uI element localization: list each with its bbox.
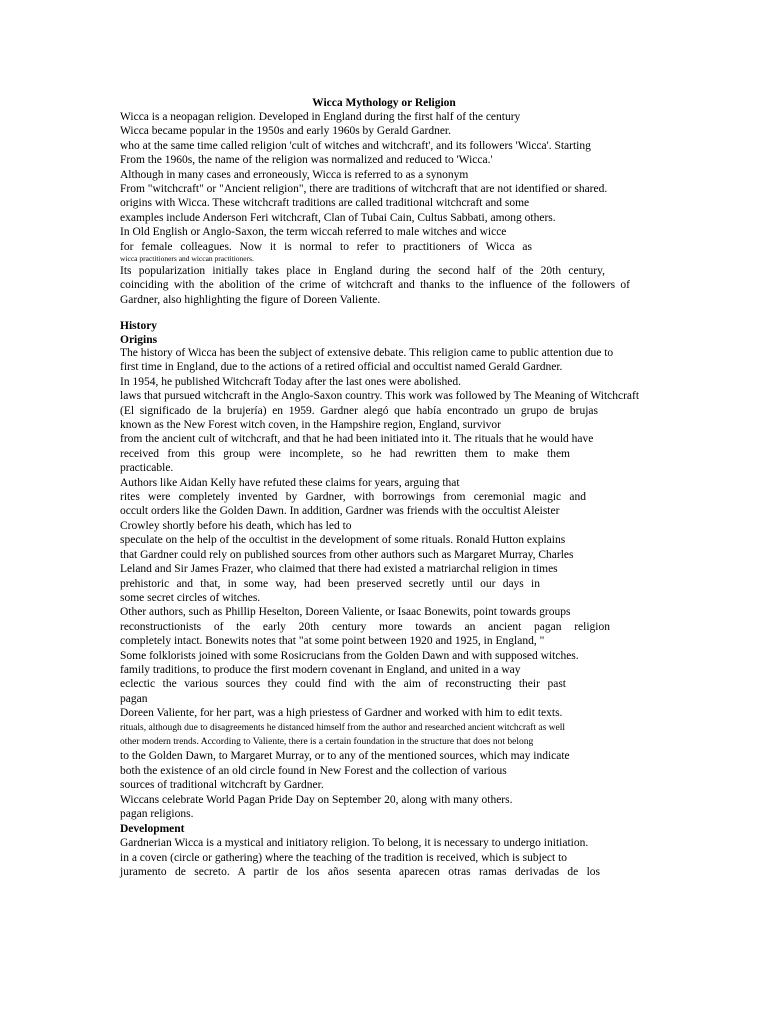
development-section [120,822,630,880]
text-line: to the Golden Dawn, to Margaret Murray, or to any of the mentioned sources, which may indicate [120,750,570,763]
text-line: rites were completely invented by Gardner, with borrowings from ceremonial magic and [120,491,586,504]
text-line: wicca practitioners and wiccan practitioners. [120,254,254,264]
origins-paragraphs [120,346,640,821]
text-line: In 1954, he published Witchcraft Today after the last ones were abolished. [120,375,461,388]
text-line: Leland and Sir James Frazer, who claimed that there had existed a matriarchal religion in times [120,563,558,576]
text-line: that Gardner could rely on published sources from other authors such as Margaret Murray, Charles [120,548,574,561]
text-line: Authors like Aidan Kelly have refuted these claims for years, arguing that [120,476,460,489]
text-line: Wicca became popular in the 1950s and early 1960s by Gerald Gardner. [120,125,452,138]
text-line: examples include Anderson Feri witchcraft, Clan of Tubai Cain, Cultus Sabbati, among others. [120,211,556,224]
text-line: first time in England, due to the actions of a retired official and occultist named Gerald Gardner. [120,361,563,374]
text-line: family traditions, to produce the first modern covenant in England, and united in a way [120,663,521,676]
text-line: for female colleagues. Now it is normal to refer to practitioners of Wicca as [120,240,532,253]
text-line: practicable. [120,462,174,475]
text-line: Crowley shortly before his death, which has led to [120,519,352,532]
text-line: (El significado de la brujería) en 1959. Gardner alegó que había encontrado un grupo de brujas [120,404,598,417]
text-line: Its popularization initially takes place in England during the second half of the 20th century, [120,265,605,277]
text-line: Wiccans celebrate World Pagan Pride Day on September 20, along with many others. [120,793,513,806]
text-line: reconstructionists of the early 20th century more towards an ancient pagan religion [120,620,610,633]
text-line: eclectic the various sources they could find with the aim of reconstructing their past [120,678,566,691]
intro-paragraph [120,110,630,263]
origins-heading: Origins [120,334,158,347]
history-section [120,319,630,348]
text-line: Doreen Valiente, for her part, was a high priestess of Gardner and worked with him to edit texts. [120,707,563,720]
text-line: rituals, although due to disagreements he distanced himself from the author and researched ancient witchcraft as well [120,722,566,733]
text-line: received from this group were incomplete, so he had rewritten them to make them [120,447,570,460]
development-heading: Development [120,823,185,835]
text-line: Gardnerian Wicca is a mystical and initiatory religion. To belong, it is necessary to undergo initiation. [120,837,589,850]
page-title: Wicca Mythology or Religion [312,97,456,109]
text-line: completely intact. Bonewits notes that "at some point between 1920 and 1925, in England, " [120,635,545,648]
text-line: known as the New Forest witch coven, in the Hampshire region, England, survivor [120,419,502,432]
text-line: pagan [120,692,148,705]
text-line: origins with Wicca. These witchcraft traditions are called traditional witchcraft and some [120,197,530,210]
text-line: From the 1960s, the name of the religion was normalized and reduced to 'Wicca.' [120,154,493,167]
text-line: in a coven (circle or gathering) where the teaching of the tradition is received, which is subject to [120,851,568,864]
history-heading: History [120,320,158,332]
text-line: Although in many cases and erroneously, Wicca is referred to as a synonym [120,168,469,181]
text-line: Gardner, also highlighting the figure of Doreen Valiente. [120,293,381,306]
text-line: from the ancient cult of witchcraft, and that he had been initiated into it. The rituals that he would have [120,433,594,446]
text-line: some secret circles of witches. [120,591,261,604]
text-line: other modern trends. According to Valiente, there is a certain foundation in the structure that does not belong [120,736,534,747]
text-line: speculate on the help of the occultist in the development of some rituals. Ronald Hutton explains [120,534,566,547]
text-line: pagan religions. [120,808,194,820]
text-line: who at the same time called religion 'cult of witches and witchcraft', and its followers 'Wicca'. Starting [120,139,591,152]
popularization-paragraph [120,264,630,307]
text-line: juramento de secreto. A partir de los años sesenta aparecen otras ramas derivadas de los [120,866,600,879]
text-line: both the existence of an old circle found in New Forest and the collection of various [120,764,507,777]
text-line: Some folklorists joined with some Rosicrucians from the Golden Dawn and with supposed witches. [120,649,579,662]
text-line: coinciding with the abolition of the crime of witchcraft and thanks to the influence of the followers of [120,279,630,292]
text-line: sources of traditional witchcraft by Gardner. [120,779,324,792]
text-line: In Old English or Anglo-Saxon, the term wiccah referred to male witches and wicce [120,226,507,239]
text-line: occult orders like the Golden Dawn. In addition, Gardner was friends with the occultist Aleister [120,505,560,518]
text-line: laws that pursued witchcraft in the Anglo-Saxon country. This work was followed by The Meaning of Witchcraft [120,390,640,403]
text-line: prehistoric and that, in some way, had been preserved secretly until our days in [120,577,540,590]
text-line: Other authors, such as Phillip Heselton, Doreen Valiente, or Isaac Bonewits, point towards groups [120,606,571,619]
text-line: The history of Wicca has been the subject of extensive debate. This religion came to public attention due to [120,347,614,359]
text-line: Wicca is a neopagan religion. Developed in England during the first half of the century [120,111,521,123]
text-line: From "witchcraft" or "Ancient religion", there are traditions of witchcraft that are not identified or shared. [120,183,608,196]
